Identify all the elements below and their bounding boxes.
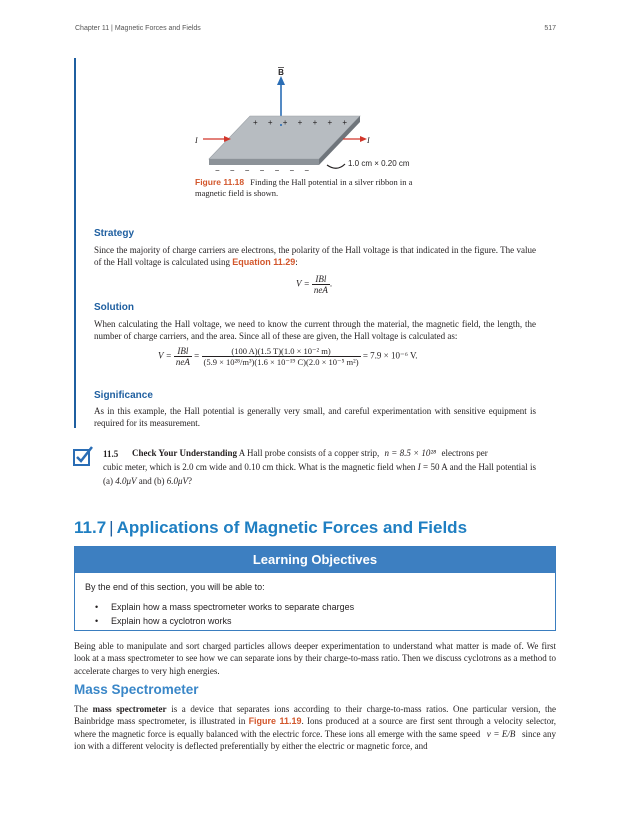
hall-voltage-formula: V = $\frac{\text{IBl}}{\text{neA}}$ .	[296, 274, 333, 295]
ribbon-front-face	[209, 159, 319, 165]
significance-text: As in this example, the Hall potential is generally very small, and careful experimentation with sensitive equipment is required for its measurement.	[94, 406, 536, 429]
mass-spectrometer-paragraph: The mass spectrometer is a device that separates ions according to their charge-to-mass ratios. One particular version, the Bainbridge mass spectrometer, is illustrated in Figure 11.19. Ions produced at a source are first sent through a velocity selector, where the magnetic force is equally balanced with the electric force. These ions all emerge with the same speed v = E/B since any ion with a different velocity is deflected preferentially by either the electric or magnetic force, and	[74, 704, 557, 751]
intro-paragraph: Being able to manipulate and sort charged particles allows deeper experimentation to understand what matter is made of. We first look at a mass spectrometer to see how we can separate ions by their charge-to-mass ratio. Then we discuss cyclotrons as a method to accelerate charges to very high energies.	[74, 641, 556, 676]
solution-text: When calculating the Hall voltage, we need to know the current through the material, the magnetic field, the length, the number of charge carriers, and the area. Since all of these are given, the Hall voltage is calculated as:	[94, 319, 536, 342]
cyu-continuation: cubic meter, which is 2.0 cm wide and 0.10 cm thick. What is the magnetic field when I = 50 A and the Hall potential is (a) 4.0μV and (b) 6.0μV?	[103, 462, 537, 486]
section-title-text: Applications of Magnetic Forces and Fields	[116, 518, 468, 537]
page-number: 517	[544, 25, 556, 32]
figure-label[interactable]: Figure 11.18	[195, 177, 245, 187]
learning-objective-item: • Explain how a cyclotron works	[95, 616, 232, 626]
mass-spectrometer-heading: Mass Spectrometer	[74, 682, 199, 697]
dimension-pointer	[327, 164, 345, 168]
learning-objectives-intro: By the end of this section, you will be able to:	[85, 582, 265, 592]
significance-heading: Significance	[94, 390, 153, 401]
running-header	[75, 25, 556, 37]
cyu-number: 11.5	[103, 449, 119, 459]
figure-link[interactable]: Figure 11.19	[248, 716, 302, 727]
negative-charges: − − − − − − −	[215, 166, 314, 175]
hall-voltage-calculation: V = $\frac{\text{IBl}}{\text{neA}}$ = $\frac{\text{(100 A)(1.5 T)(1.0 × 10⁻² m)}}{\text{(5.9 × 10²⁸/m³)(1.6 × 10⁻¹⁹ C)(2.0 × 10⁻⁵ m²)}}$ = 7.9 × 10⁻⁶ V.	[158, 346, 418, 367]
b-field-label: B	[278, 68, 284, 77]
learning-objective-item: • Explain how a mass spectrometer works to separate charges	[95, 602, 355, 612]
positive-charges: + + + + + + +	[253, 118, 352, 127]
learning-objectives-box	[74, 546, 556, 631]
example-side-rule	[74, 58, 76, 428]
solution-heading: Solution	[94, 302, 134, 313]
strategy-text: Since the majority of charge carriers are electrons, the polarity of the Hall voltage is that indicated in the figure. The value of the Hall voltage is calculated using Equation 11.29:	[94, 245, 536, 268]
cyu-first-line: Check Your Understanding A Hall probe consists of a copper strip, n = 8.5 × 10²⁸ electrons per	[132, 448, 488, 458]
section-title: 11.7 | Applications of Magnetic Forces and Fields	[74, 518, 468, 537]
current-in-label: I	[195, 136, 198, 145]
chapter-title: Chapter 11 | Magnetic Forces and Fields	[75, 25, 201, 32]
ribbon-dimensions: 1.0 cm × 0.20 cm	[348, 159, 410, 168]
equation-link[interactable]: Equation 11.29	[232, 257, 296, 268]
current-out-label: I	[367, 136, 370, 145]
b-field-arrowhead	[277, 76, 285, 85]
figure-caption-text: Finding the Hall potential in a silver ribbon in a magnetic field is shown.	[195, 177, 413, 198]
cyu-title: Check Your Understanding	[132, 448, 238, 458]
hall-ribbon-figure	[195, 66, 455, 186]
section-number: 11.7	[74, 518, 107, 537]
key-term: mass spectrometer	[92, 704, 167, 714]
strategy-heading: Strategy	[94, 228, 135, 239]
learning-objectives-heading: Learning Objectives	[75, 547, 555, 573]
checkbox-pencil-icon	[73, 445, 95, 467]
figure-caption	[195, 177, 445, 199]
